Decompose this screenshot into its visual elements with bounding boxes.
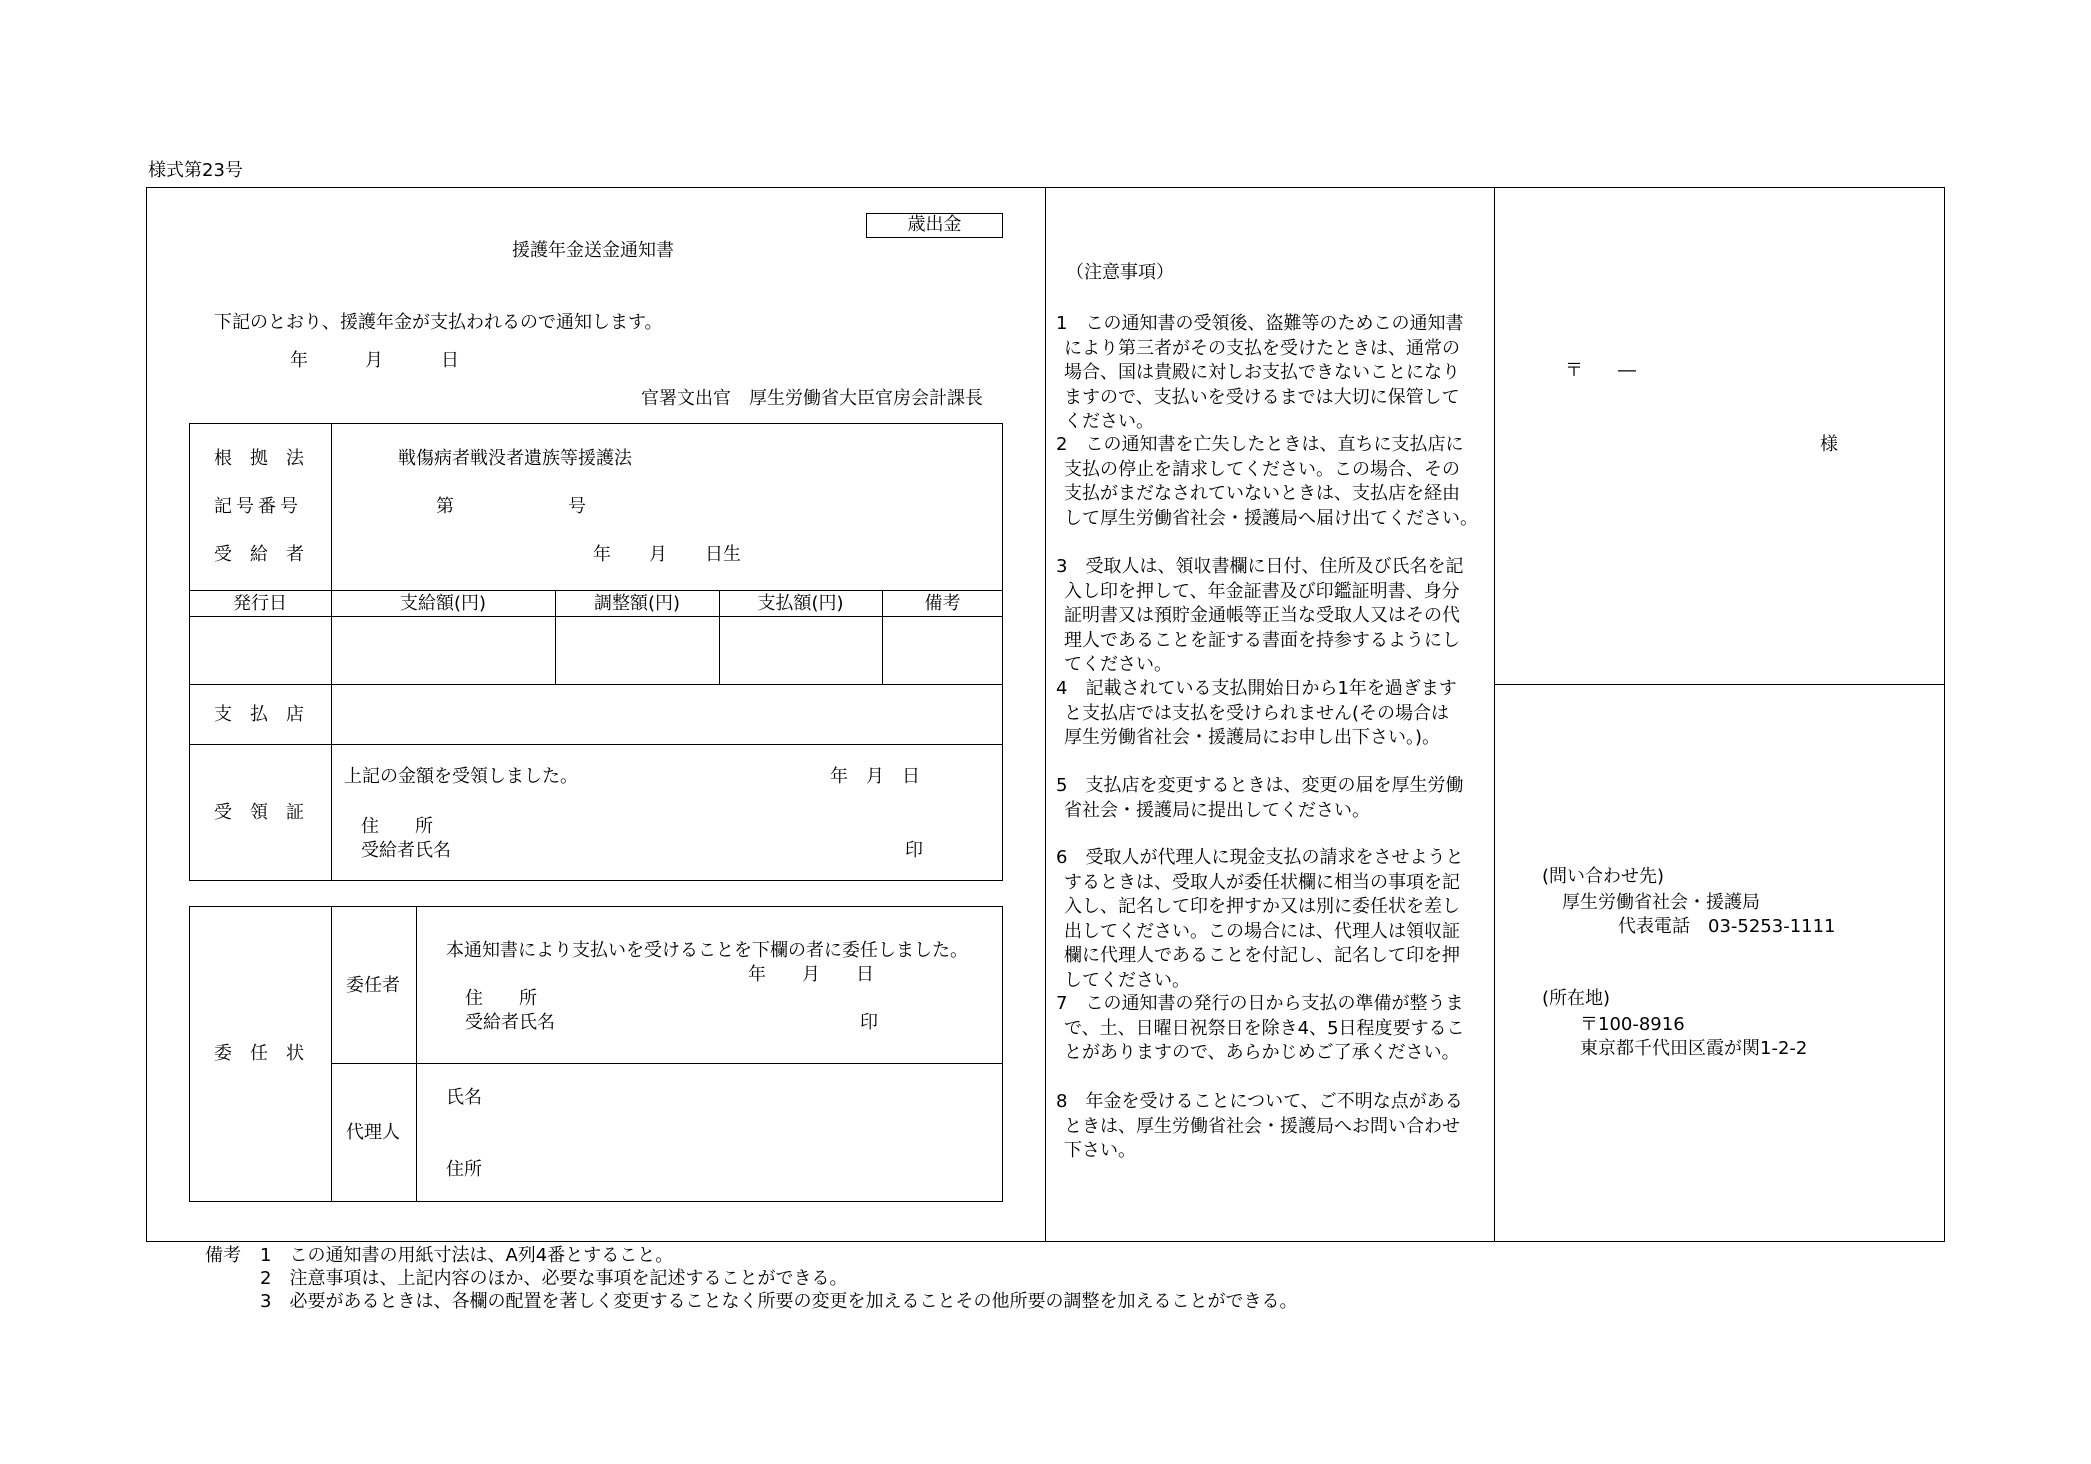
code-label: 記号番号	[214, 496, 302, 517]
receipt-label: 受 領 証	[214, 802, 304, 823]
note-line: 欄に代理人であることを付記し、記名して印を押	[1064, 945, 1460, 966]
table1-label-col	[331, 423, 332, 881]
table2-sub-col	[416, 906, 417, 1202]
receipt-text: 上記の金額を受領しました。	[344, 766, 578, 787]
col-issue-date: 発行日	[233, 593, 287, 614]
agent-name: 氏名	[446, 1087, 482, 1108]
note-line: と支払店では支払を受けられません(その場合は	[1064, 702, 1450, 724]
delegation-label: 委 任 状	[214, 1043, 304, 1064]
stamp-box	[866, 213, 1003, 238]
note-line: 支払の停止を請求してください。この場合、その	[1064, 458, 1460, 480]
remark-1: 1 この通知書の用紙寸法は、A列4番とすること。	[260, 1245, 674, 1266]
note-4	[1056, 677, 1486, 751]
note-line: 3 受取人は、領収書欄に日付、住所及び氏名を記	[1056, 556, 1464, 577]
delegation-date: 年 月 日	[748, 964, 874, 985]
note-5	[1056, 774, 1486, 823]
date-year: 年	[290, 350, 308, 371]
contact-phone: 代表電話 03-5253-1111	[1618, 916, 1836, 937]
table1-row-1	[189, 590, 1003, 591]
form-number: 様式第23号	[148, 160, 243, 181]
note-line: により第三者がその支払を受けたときは、通常の	[1064, 337, 1460, 359]
contact-heading: (問い合わせ先)	[1542, 866, 1665, 887]
remark-3: 3 必要があるときは、各欄の配置を著しく変更することなく所要の変更を加えることその他所要の調整を加えることができる。	[260, 1291, 1298, 1312]
location-postal: 〒100-8916	[1580, 1014, 1685, 1035]
note-line: 場合、国は貴殿に対しお支払できないことになり	[1064, 362, 1460, 383]
note-3	[1056, 555, 1486, 678]
column-divider-1	[1045, 187, 1046, 1242]
note-line: で、土、日曜日祝祭日を除き4、5日程度要するこ	[1064, 1017, 1465, 1039]
branch-label: 支 払 店	[214, 704, 304, 725]
table2-label-col	[331, 906, 332, 1202]
code-dai: 第	[436, 496, 454, 517]
recipient-birth: 日生	[705, 544, 741, 565]
postal-mark: 〒	[1565, 360, 1583, 381]
basis-value: 戦傷病者戦没者遺族等援護法	[398, 448, 632, 469]
note-line: 6 受取人が代理人に現金支払の請求をさせようと	[1056, 847, 1464, 868]
note-line: 2 この通知書を亡失したときは、直ちに支払店に	[1056, 434, 1464, 455]
note-line: ますので、支払いを受けるまでは大切に保管して	[1064, 386, 1460, 408]
receipt-name-label: 受給者氏名	[361, 840, 451, 861]
note-line: とがありますので、あらかじめご了承ください。	[1064, 1042, 1460, 1063]
note-line: 省社会・援護局に提出してください。	[1064, 799, 1370, 821]
note-line: 厚生労働省社会・援護局にお申し出下さい。)。	[1064, 727, 1441, 748]
column-divider-2	[1494, 187, 1495, 1242]
date-month: 月	[365, 350, 383, 371]
notes-heading: （注意事項）	[1066, 262, 1174, 283]
agent-address: 住所	[446, 1159, 482, 1180]
note-line: ときは、厚生労働省社会・援護局へお問い合わせ	[1064, 1115, 1460, 1137]
delegator-name-label: 受給者氏名	[465, 1012, 555, 1033]
issuer: 官署文出官 厚生労働省大臣官房会計課長	[641, 388, 983, 409]
receipt-seal: 印	[905, 840, 923, 861]
note-8	[1056, 1090, 1486, 1164]
col-payment: 支払額(円)	[757, 593, 844, 614]
date-day: 日	[441, 350, 459, 371]
table1-row-2	[189, 616, 1003, 617]
recipient-label: 受 給 者	[214, 544, 304, 565]
note-1	[1056, 312, 1486, 435]
col-remarks: 備考	[924, 593, 961, 614]
honorific: 様	[1820, 434, 1838, 455]
note-7	[1056, 992, 1486, 1066]
basis-label: 根 拠 法	[214, 448, 304, 469]
note-line: 理人であることを証する書面を持参するようにし	[1064, 629, 1460, 651]
note-line: 4 記載されている支払開始日から1年を過ぎます	[1056, 678, 1457, 699]
contact-org: 厚生労働省社会・援護局	[1562, 892, 1760, 913]
note-line: 8 年金を受けることについて、ご不明な点がある	[1056, 1091, 1463, 1112]
agent-label: 代理人	[346, 1122, 400, 1143]
intro-text: 下記のとおり、援護年金が支払われるので通知します。	[214, 312, 663, 333]
receipt-address-label: 住 所	[361, 816, 433, 837]
note-line: してください。	[1064, 969, 1190, 991]
location-heading: (所在地)	[1542, 988, 1611, 1009]
note-6	[1056, 846, 1486, 993]
code-go: 号	[568, 496, 586, 517]
table1-row-4	[189, 744, 1003, 745]
note-line: 支払がまだなされていないときは、支払店を経由	[1064, 483, 1460, 504]
note-line: 下さい。	[1064, 1140, 1136, 1161]
col-paid-amount: 支給額(円)	[399, 593, 487, 614]
note-line: 入し印を押して、年金証書及び印鑑証明書、身分	[1064, 580, 1460, 602]
form-title: 援護年金送金通知書	[512, 240, 674, 261]
note-line: 出してください。この場合には、代理人は領収証	[1064, 920, 1460, 942]
stamp-label: 歳出金	[907, 214, 962, 235]
note-line: ください。	[1064, 411, 1154, 432]
note-line: 証明書又は預貯金通帳等正当な受取人又はその代	[1064, 605, 1460, 626]
recipient-year: 年	[593, 544, 611, 565]
delegator-seal: 印	[860, 1012, 878, 1033]
location-address: 東京都千代田区霞が関1-2-2	[1580, 1038, 1808, 1059]
receipt-date: 年 月 日	[830, 766, 920, 787]
note-line: して厚生労働省社会・援護局へ届け出てください。	[1064, 507, 1478, 529]
note-line: 5 支払店を変更するときは、変更の届を厚生労働	[1056, 775, 1464, 796]
delegator-label: 委任者	[346, 975, 400, 996]
remark-2: 2 注意事項は、上記内容のほか、必要な事項を記述することができる。	[260, 1268, 848, 1289]
delegator-address-label: 住 所	[465, 988, 537, 1009]
notice-table	[189, 423, 1003, 881]
note-line: 入し、記名して印を押すか又は別に委任状を差し	[1064, 896, 1460, 917]
recipient-month: 月	[649, 544, 667, 565]
table1-row-3	[189, 684, 1003, 685]
note-2	[1056, 433, 1486, 531]
remarks-label: 備考	[205, 1245, 241, 1266]
note-line: するときは、受取人が委任状欄に相当の事項を記	[1064, 871, 1460, 893]
delegation-text: 本通知書により支払いを受けることを下欄の者に委任しました。	[446, 940, 968, 961]
right-panel-divider	[1494, 684, 1945, 685]
col-adjust: 調整額(円)	[593, 593, 681, 614]
postal-dash: ―	[1618, 360, 1636, 381]
note-line: 7 この通知書の発行の日から支払の準備が整うま	[1056, 993, 1464, 1014]
note-line: 1 この通知書の受領後、盗難等のためこの通知書	[1056, 313, 1464, 334]
note-line: てください。	[1064, 654, 1172, 675]
table2-row	[331, 1063, 1003, 1064]
